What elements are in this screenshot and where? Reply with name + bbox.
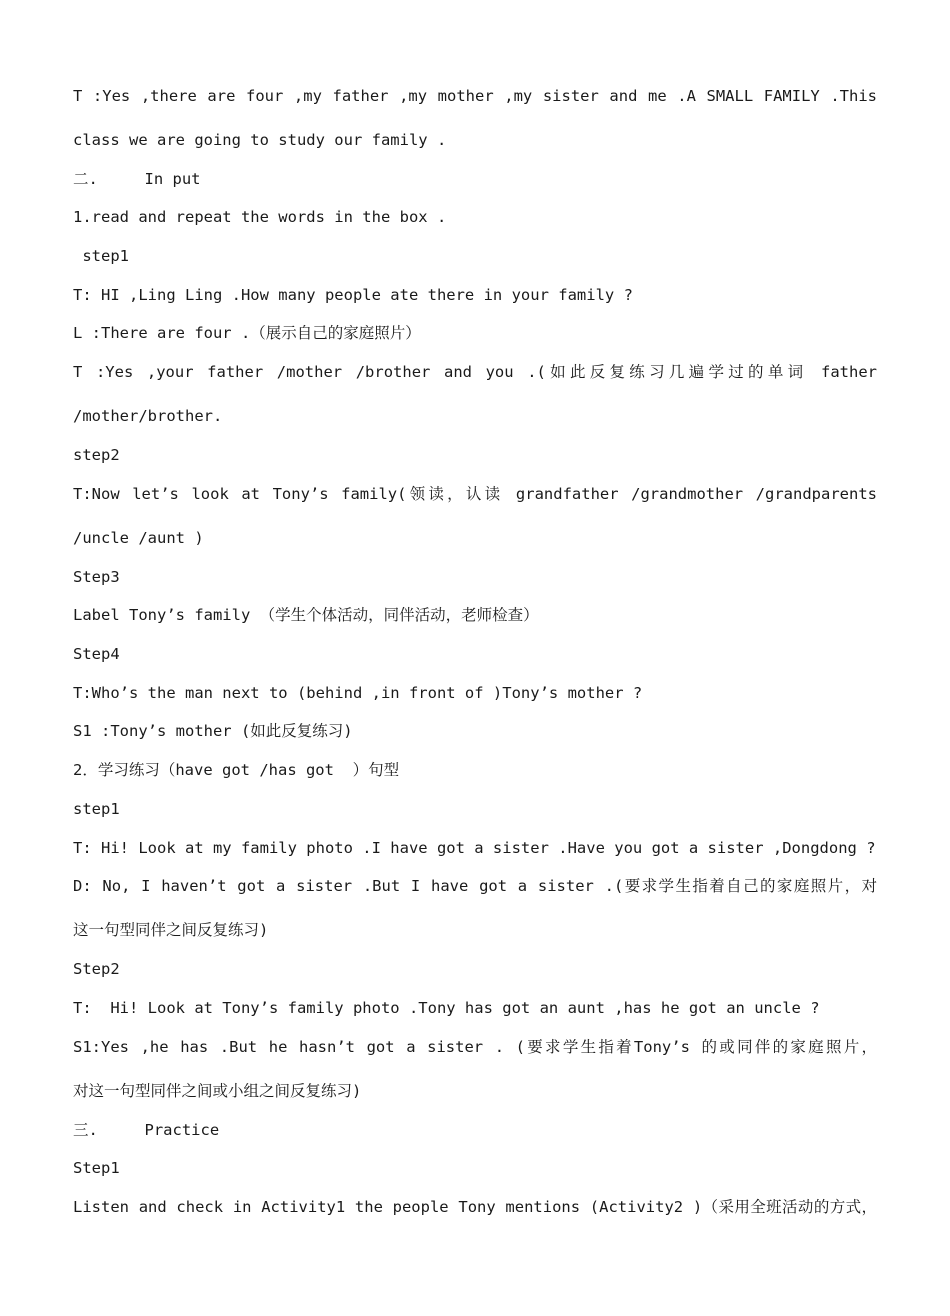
text-line: T: Hi! Look at Tony’s family photo .Tony has got an aunt ,has he got an uncle ? (73, 999, 820, 1017)
step-label: step2 (73, 446, 120, 464)
text-line: L :There are four .（展示自己的家庭照片） (73, 324, 421, 342)
text-line: T:Who’s the man next to (behind ,in front of )Tony’s mother ? (73, 684, 643, 702)
text-line: /mother/brother. (73, 407, 223, 425)
text-line: T :Yes ,there are four ,my father ,my mother ,my sister and me .A SMALL FAMILY .This (73, 87, 877, 105)
section-heading-practice: 三. Practice (73, 1121, 220, 1139)
text-line: S1:Yes ,he has .But he hasn’t got a sister . (要求学生指着Tony’s 的或同伴的家庭照片， (73, 1038, 877, 1056)
step-label: step1 (73, 800, 120, 818)
text-line: T: Hi! Look at my family photo .I have got a sister .Have you got a sister ,Dongdong ? (73, 839, 876, 857)
section-heading-input: 二. In put (73, 170, 201, 188)
text-line: class we are going to study our family . (73, 131, 447, 149)
step-label: Step1 (73, 1159, 120, 1177)
text-line: T: HI ,Ling Ling .How many people ate there in your family ? (73, 286, 633, 304)
text-line: 1.read and repeat the words in the box . (73, 208, 447, 226)
text-line: 对这一句型同伴之间或小组之间反复练习) (73, 1082, 362, 1100)
text-line: Label Tony’s family （学生个体活动，同伴活动，老师检查） (73, 606, 539, 624)
text-line: D: No, I haven’t got a sister .But I have got a sister .(要求学生指着自己的家庭照片，对 (73, 877, 877, 895)
text-line: Listen and check in Activity1 the people Tony mentions (Activity2 )（采用全班活动的方式， (73, 1198, 877, 1216)
step-label: Step4 (73, 645, 120, 663)
section-heading-sentence-pattern: 2．学习练习（have got /has got ）句型 (73, 761, 400, 779)
text-line: T :Yes ,your father /mother /brother and you .(如此反复练习几遍学过的单词 father (73, 363, 877, 381)
text-line: 这一句型同伴之间反复练习) (73, 921, 269, 939)
text-line: T:Now let’s look at Tony’s family(领读，认读 grandfather /grandmother /grandparents (73, 485, 877, 503)
step-label: Step3 (73, 568, 120, 586)
text-line: /uncle /aunt ) (73, 529, 204, 547)
step-label: step1 (73, 247, 129, 265)
step-label: Step2 (73, 960, 120, 978)
text-line: S1 :Tony’s mother (如此反复练习) (73, 722, 353, 740)
